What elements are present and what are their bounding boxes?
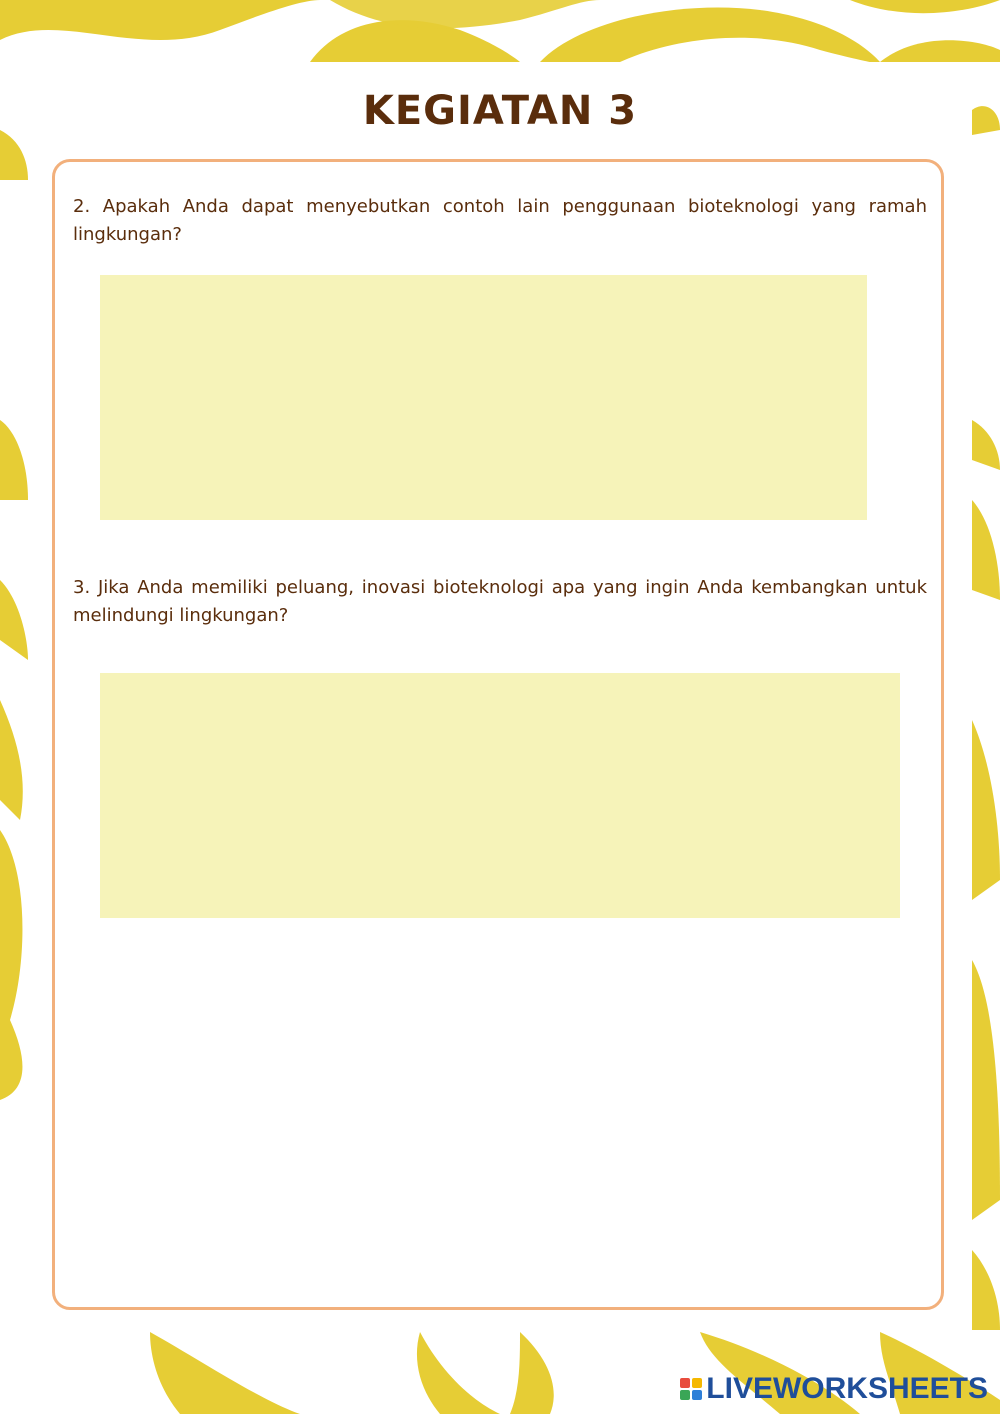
logo-text: LIVEWORKSHEETS xyxy=(706,1372,988,1405)
liveworksheets-logo-icon xyxy=(680,1378,702,1400)
question-3-text: 3. Jika Anda memiliki peluang, inovasi bioteknologi apa yang ingin Anda kembangkan untuk melindungi lingkungan? xyxy=(73,577,927,626)
liveworksheets-logo xyxy=(680,1372,988,1406)
question-2-text: 2. Apakah Anda dapat menyebutkan contoh lain penggunaan bioteknologi yang ramah lingkungan? xyxy=(73,196,927,245)
answer-2-input[interactable] xyxy=(100,275,867,520)
page-title: KEGIATAN 3 xyxy=(362,88,638,134)
answer-3-input[interactable] xyxy=(100,673,900,918)
